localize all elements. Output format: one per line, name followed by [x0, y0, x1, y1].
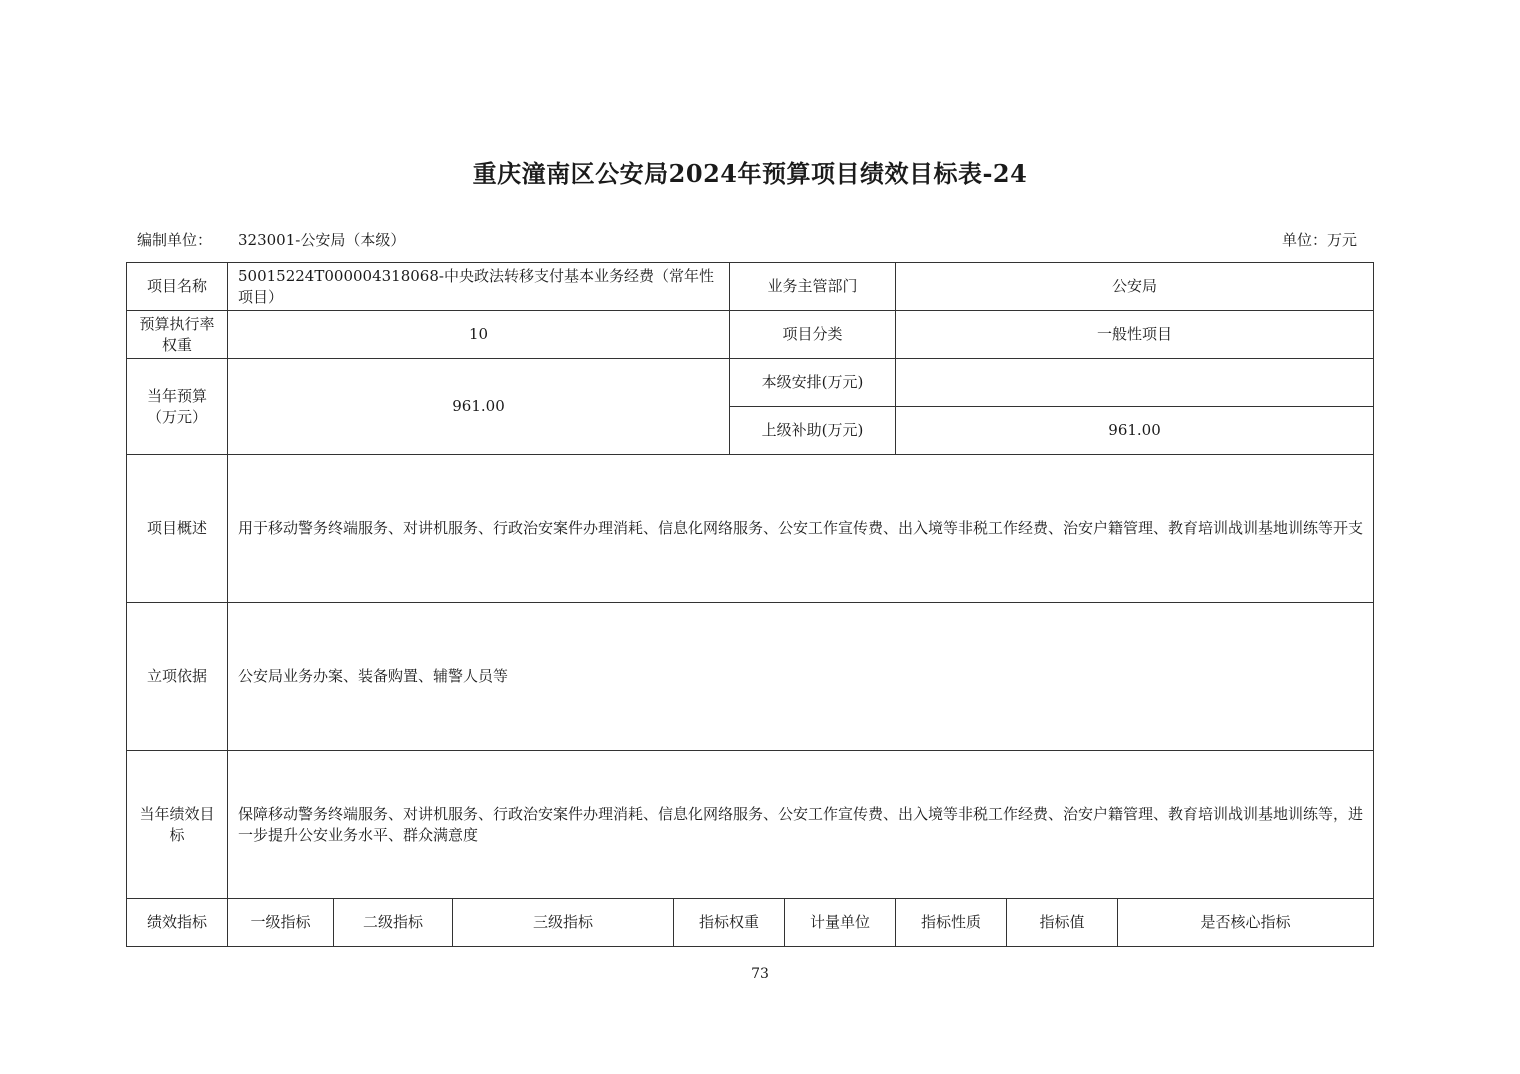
header-nature: 指标性质	[896, 899, 1007, 947]
dept-label: 业务主管部门	[730, 263, 896, 311]
row-indicator-headers	[127, 899, 1374, 947]
row-overview	[127, 455, 1374, 603]
performance-table	[126, 262, 1374, 947]
header-unit: 计量单位	[785, 899, 896, 947]
page-title: 重庆潼南区公安局2024年预算项目绩效目标表-24	[472, 159, 1028, 188]
compiler-label: 编制单位：	[137, 231, 213, 249]
row-exec-weight	[127, 311, 1374, 359]
budget-value: 961.00	[228, 359, 730, 455]
local-label: 本级安排(万元)	[730, 359, 896, 407]
goal-value: 保障移动警务终端服务、对讲机服务、行政治安案件办理消耗、信息化网络服务、公安工作宣传费、出入境等非税工作经费、治安户籍管理、教育培训战训基地训练等，进一步提升公安业务水平、群众满意度	[228, 751, 1374, 899]
compiler-value: 323001-公安局（本级）	[238, 231, 406, 249]
header-level-1: 一级指标	[228, 899, 334, 947]
page-number: 73	[751, 966, 769, 982]
header-core: 是否核心指标	[1118, 899, 1374, 947]
header-value: 指标值	[1007, 899, 1118, 947]
unit-label: 单位：万元	[1282, 231, 1358, 249]
row-budget	[127, 359, 1374, 407]
header-performance-indicator: 绩效指标	[127, 899, 228, 947]
overview-value: 用于移动警务终端服务、对讲机服务、行政治安案件办理消耗、信息化网络服务、公安工作宣传费、出入境等非税工作经费、治安户籍管理、教育培训战训基地训练等开支	[228, 455, 1374, 603]
category-value: 一般性项目	[896, 311, 1374, 359]
row-basis	[127, 603, 1374, 751]
exec-weight-label: 预算执行率权重	[127, 311, 228, 359]
exec-weight-value: 10	[228, 311, 730, 359]
header-level-2: 二级指标	[334, 899, 453, 947]
upper-value: 961.00	[896, 407, 1374, 455]
row-goal	[127, 751, 1374, 899]
project-name-label: 项目名称	[127, 263, 228, 311]
budget-label: 当年预算（万元）	[127, 359, 228, 455]
header-weight: 指标权重	[674, 899, 785, 947]
goal-label: 当年绩效目标	[127, 751, 228, 899]
overview-label: 项目概述	[127, 455, 228, 603]
local-value	[896, 359, 1374, 407]
row-project-name	[127, 263, 1374, 311]
basis-label: 立项依据	[127, 603, 228, 751]
header-level-3: 三级指标	[453, 899, 674, 947]
category-label: 项目分类	[730, 311, 896, 359]
dept-value: 公安局	[896, 263, 1374, 311]
basis-value: 公安局业务办案、装备购置、辅警人员等	[228, 603, 1374, 751]
upper-label: 上级补助(万元)	[730, 407, 896, 455]
project-name-value: 50015224T000004318068-中央政法转移支付基本业务经费（常年性项目）	[228, 263, 730, 311]
